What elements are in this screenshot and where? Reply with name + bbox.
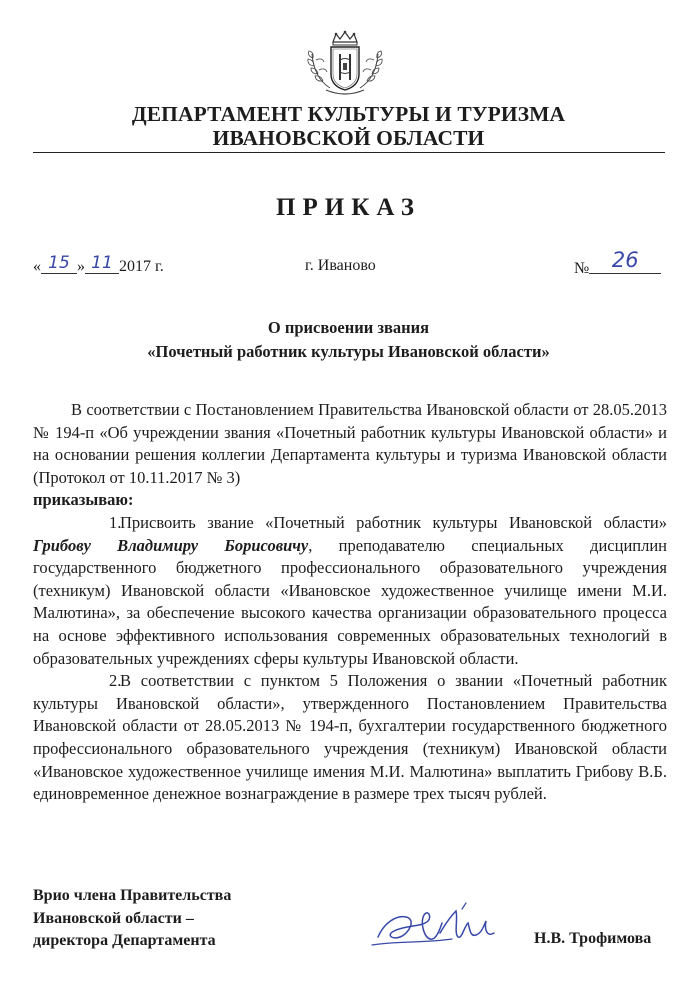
order-subject-line1: О присвоении звания bbox=[267, 318, 430, 337]
document-type-title: ПРИКАЗ bbox=[276, 194, 421, 221]
date-month-handwritten: 11 bbox=[91, 253, 113, 273]
date-day-handwritten: 15 bbox=[48, 253, 70, 273]
decree-word: приказываю: bbox=[33, 490, 134, 510]
signer-name: Н.В. Трофимова bbox=[534, 930, 652, 947]
order-body bbox=[33, 399, 667, 806]
order-number-field bbox=[589, 248, 661, 274]
order-subject-line2: «Почетный работник культуры Ивановской области» bbox=[147, 342, 550, 361]
order-item-2 bbox=[33, 670, 667, 806]
order-number-handwritten: 26 bbox=[611, 248, 639, 272]
order-item-1 bbox=[33, 512, 667, 670]
signatory-position bbox=[33, 885, 231, 953]
number-sign: № bbox=[574, 260, 590, 277]
header-divider bbox=[33, 152, 665, 153]
item-2-number: 2. bbox=[109, 671, 122, 691]
order-date bbox=[33, 253, 164, 277]
order-city: г. Иваново bbox=[305, 257, 376, 274]
handwritten-signature bbox=[366, 893, 516, 963]
date-day-field bbox=[41, 253, 77, 274]
date-quote-close: » bbox=[77, 258, 85, 275]
date-month-field bbox=[85, 253, 119, 274]
signatory-position-line3: директора Департамента bbox=[33, 932, 216, 949]
item-1-number: 1. bbox=[109, 512, 122, 532]
preamble-paragraph: В соответствии с Постановлением Правительства Ивановской области от 28.05.2013 № 194-п «Об учреждении звания «Почетный работник культуры Ивановской области» и на основании решения коллегии Департамента культуры и туризма Ивановской области (Протокол от 10.11.2017 № 3) bbox=[33, 400, 667, 487]
date-quote-open: « bbox=[33, 258, 41, 275]
department-name-line1: ДЕПАРТАМЕНТ КУЛЬТУРЫ И ТУРИЗМА bbox=[131, 102, 566, 126]
signatory-position-line1: Врио члена Правительства bbox=[33, 887, 232, 904]
order-number bbox=[574, 248, 661, 279]
signatory-position-line2: Ивановской области – bbox=[33, 909, 194, 927]
item-1-text-after: , преподавателю специальных дисциплин государственного бюджетного профессионального образовательного учреждения (техникум) Ивановской области «Ивановское художественное училище имени М.И. Малютина», за обеспечение высокого качества организации образовательного процесса на основе эффективного использования современных образовательных технологий в образовательных учреждениях сферы культуры Ивановской области. bbox=[33, 535, 667, 668]
date-year: 2017 г. bbox=[119, 258, 164, 275]
awardee-name: Грибову Владимиру Борисовичу bbox=[33, 535, 309, 555]
department-name-line2: ИВАНОВСКОЙ ОБЛАСТИ bbox=[212, 126, 485, 150]
coat-of-arms-icon bbox=[300, 30, 390, 98]
item-1-text-before: Присвоить звание «Почетный работник культуры Ивановской области» bbox=[120, 512, 667, 532]
item-2-text: В соответствии с пунктом 5 Положения о звании «Почетный работник культуры Ивановской области», утвержденного Постановлением Правительства Ивановской области от 28.05.2013 № 194-п, бухгалтерии государственного бюджетного профессионального образовательного учреждения (техникум) Ивановской области «Ивановское художественное училище имения М.И. Малютина» выплатить Грибову В.Б. единовременное денежное вознаграждение в размере трех тысяч рублей. bbox=[33, 671, 667, 804]
